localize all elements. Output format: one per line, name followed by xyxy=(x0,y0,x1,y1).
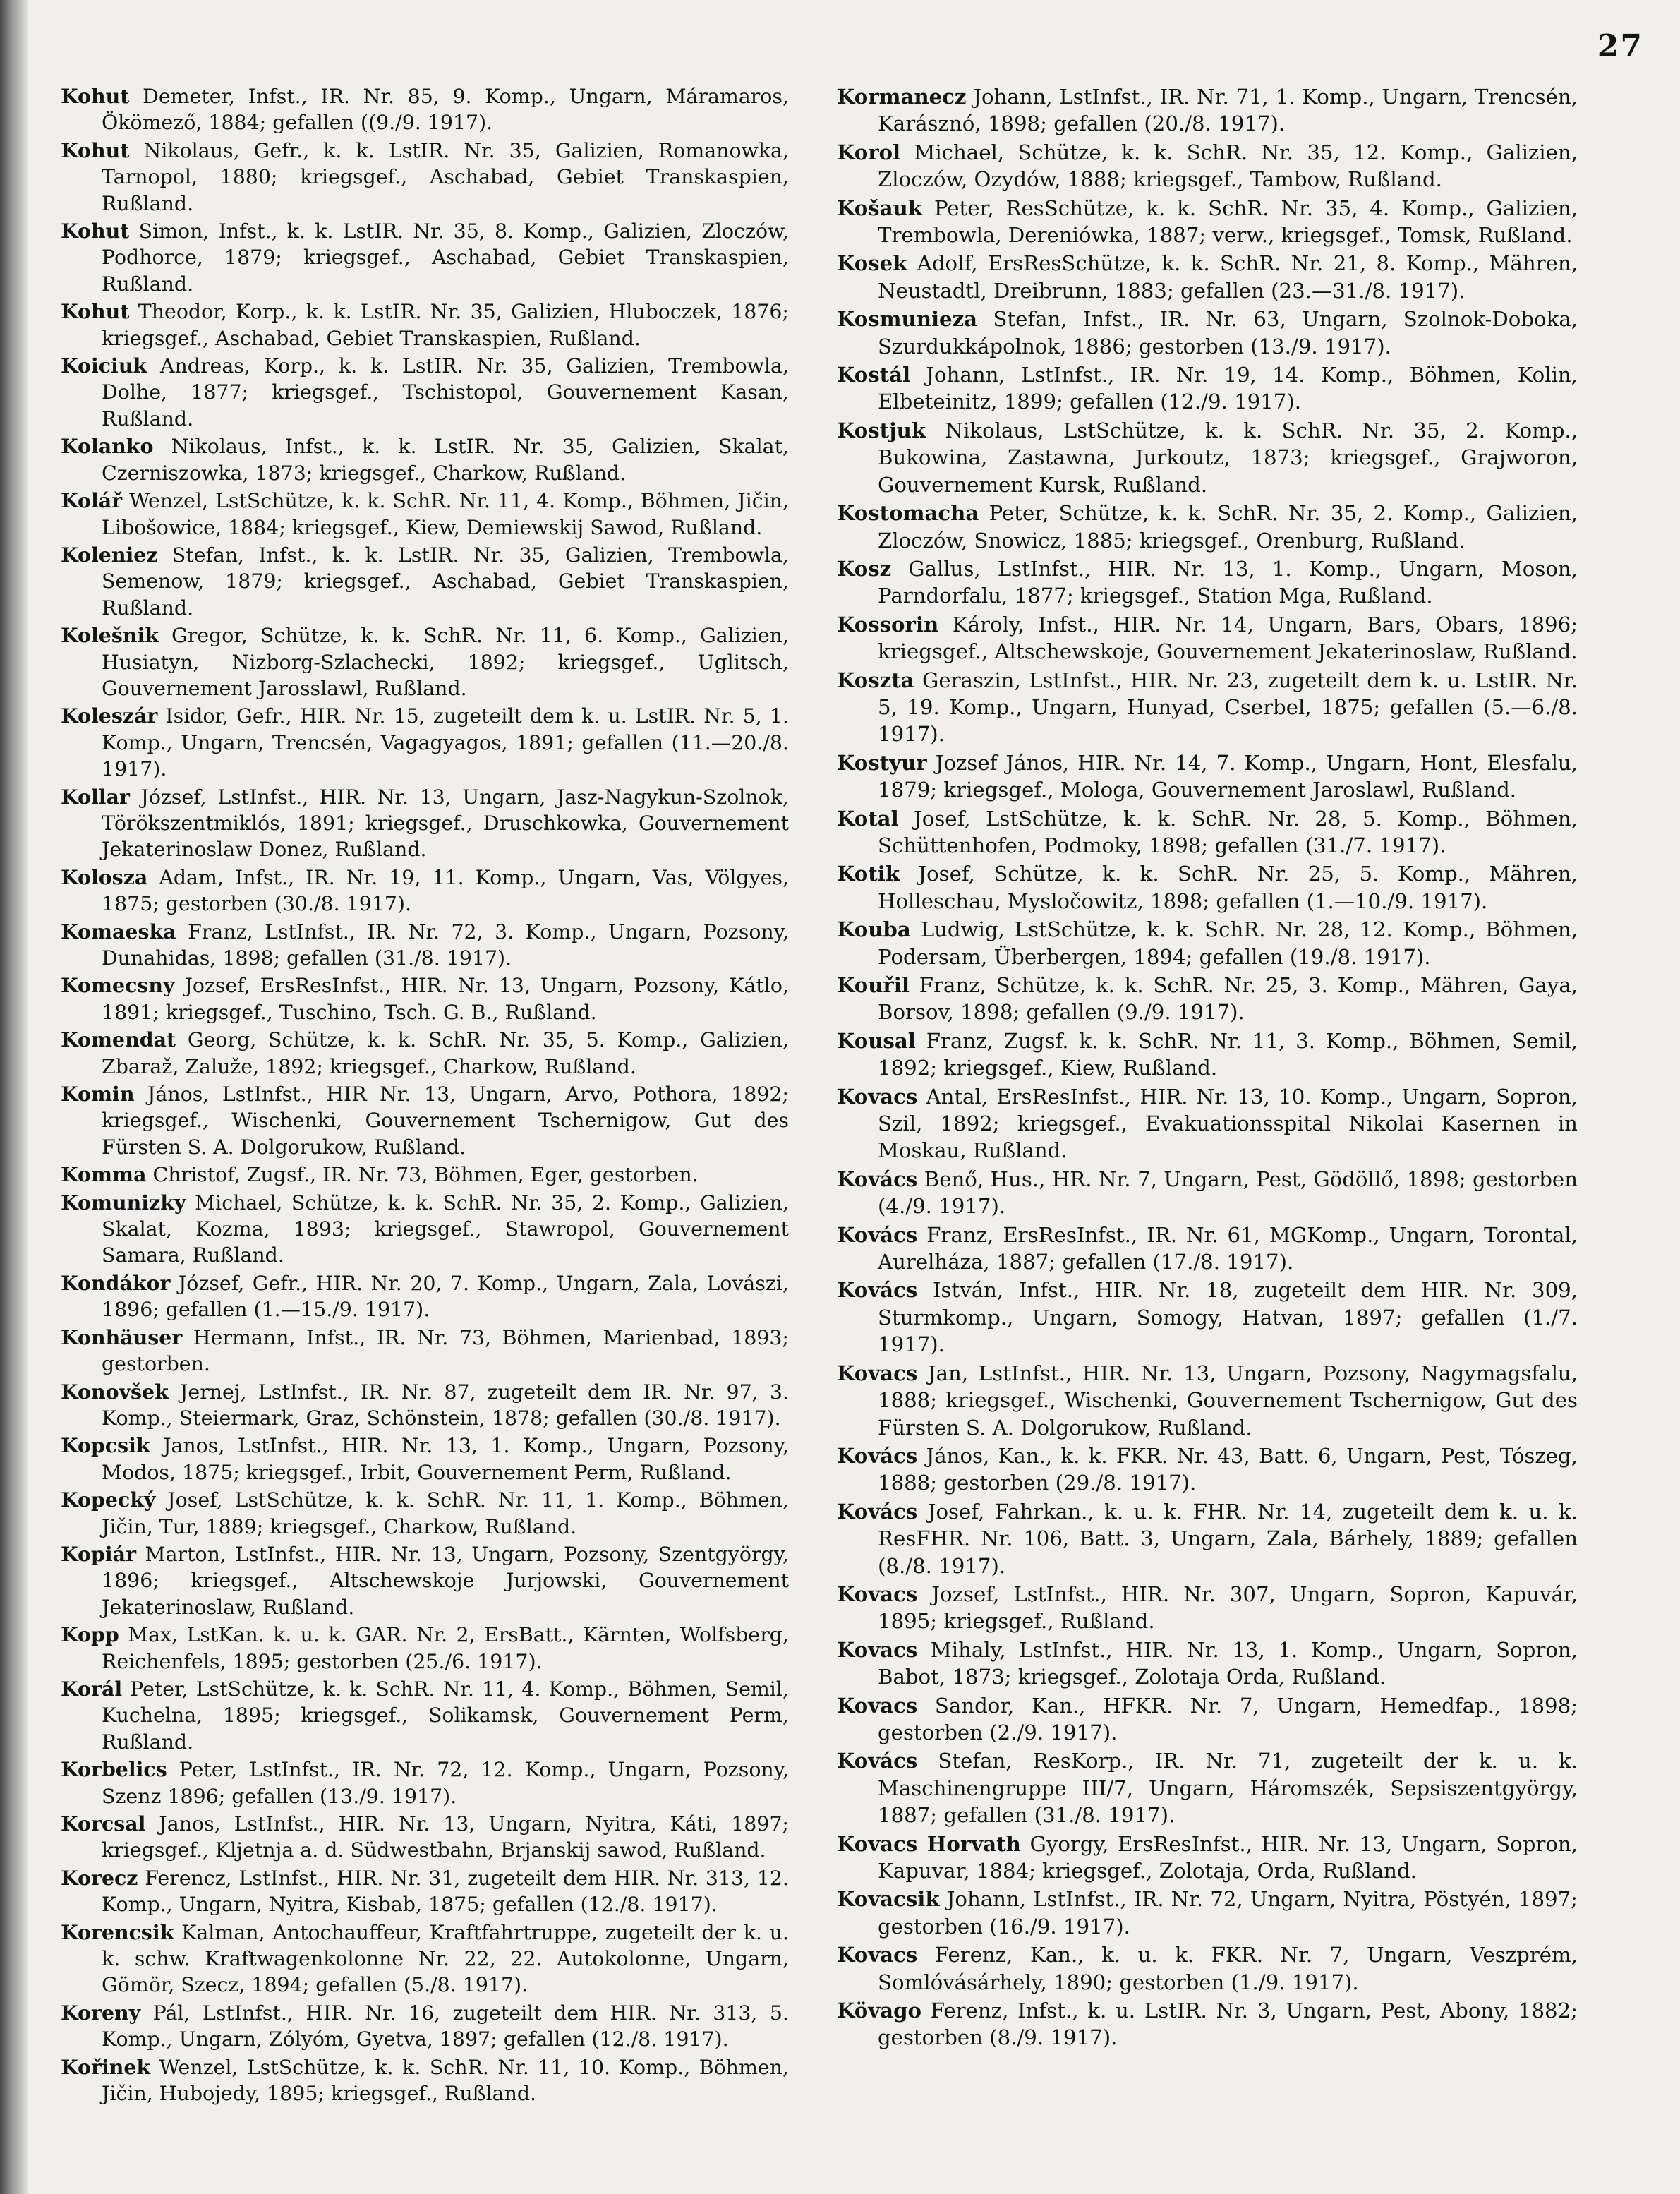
entry-surname: Komunizky xyxy=(61,1190,186,1214)
entry-surname: Kovács xyxy=(837,1499,918,1524)
entry-surname: Kopecký xyxy=(61,1488,156,1512)
casualty-entry xyxy=(61,2000,789,2053)
entry-details: Franz, LstInfst., IR. Nr. 72, 3. Komp., Ungarn, Pozsony, Dunahidas, 1898; gefallen (31./8. 1917). xyxy=(102,920,789,970)
casualty-entry xyxy=(61,919,789,972)
entry-surname: Koleszár xyxy=(61,704,158,728)
casualty-entry xyxy=(61,1676,789,1755)
casualty-entry xyxy=(837,1027,1578,1082)
entry-surname: Kovács xyxy=(837,1222,918,1247)
casualty-entry xyxy=(61,1027,789,1080)
entry-details: Christof, Zugsf., IR. Nr. 73, Böhmen, Eger, gestorben. xyxy=(152,1163,699,1187)
entry-details: Janos, LstInfst., HIR. Nr. 13, Ungarn, Nyitra, Káti, 1897; kriegsgef., Kljetnja a. d. Südwestbahn, Brjanskij sawod, Rußland. xyxy=(102,1812,789,1862)
entry-surname: Kovacs xyxy=(837,1943,918,1967)
entry-details: Johann, LstInfst., IR. Nr. 19, 14. Komp., Böhmen, Kolin, Elbeteinitz, 1899; gefallen (12./9. 1917). xyxy=(878,363,1578,414)
casualty-entry xyxy=(61,1541,789,1620)
entry-details: Peter, LstInfst., IR. Nr. 72, 12. Komp., Ungarn, Pozsony, Szenz 1896; gefallen (13./9. 1917). xyxy=(102,1758,789,1808)
casualty-entry xyxy=(61,703,789,782)
casualty-entry xyxy=(61,1162,789,1188)
entry-surname: Komendat xyxy=(61,1027,176,1052)
casualty-entry xyxy=(837,860,1578,915)
entry-surname: Kohut xyxy=(61,138,130,162)
entry-surname: Kovacs xyxy=(837,1361,918,1385)
entry-surname: Korecz xyxy=(61,1865,138,1890)
casualty-entry xyxy=(61,784,789,863)
casualty-entry xyxy=(837,361,1578,416)
entry-details: Stefan, Infst., IR. Nr. 63, Ungarn, Szolnok-Doboka, Szurdukkápolnok, 1886; gestorben (13./9. 1917). xyxy=(878,307,1578,358)
entry-surname: Korencsik xyxy=(61,1919,174,1944)
casualty-entry xyxy=(61,1865,789,1918)
casualty-entry xyxy=(61,972,789,1025)
casualty-entry xyxy=(837,1498,1578,1579)
casualty-entry xyxy=(837,1941,1578,1996)
entry-surname: Koreny xyxy=(61,2000,141,2025)
entry-details: Pál, LstInfst., HIR. Nr. 16, zugeteilt dem HIR. Nr. 313, 5. Komp., Ungarn, Zólyóm, Gyetva, 1897; gefallen (12./8. 1917). xyxy=(102,2001,790,2051)
entry-details: Josef, Schütze, k. k. SchR. Nr. 25, 5. Komp., Mähren, Holleschau, Mysločowitz, 1898; gefallen (1.—10./9. 1917). xyxy=(878,862,1578,913)
entry-details: Franz, Zugsf. k. k. SchR. Nr. 11, 3. Komp., Böhmen, Semil, 1892; kriegsgef., Kiew, Rußland. xyxy=(878,1028,1578,1080)
casualty-entry xyxy=(837,1083,1578,1164)
entry-details: Gyorgy, ErsResInfst., HIR. Nr. 13, Ungarn, Sopron, Kapuvar, 1884; kriegsgef., Zolotaja, Orda, Rußland. xyxy=(878,1831,1578,1883)
entry-surname: Kormanecz xyxy=(837,85,967,109)
entry-surname: Kovacs xyxy=(837,1581,918,1606)
entry-surname: Kotik xyxy=(837,862,900,886)
casualty-entry xyxy=(837,417,1578,498)
entry-details: Johann, LstInfst., IR. Nr. 72, Ungarn, Nyitra, Pöstyén, 1897; gestorben (16./9. 1917). xyxy=(878,1887,1578,1939)
entry-surname: Kotal xyxy=(837,806,899,831)
casualty-entry xyxy=(61,1379,789,1432)
entry-surname: Kovács xyxy=(837,1167,918,1191)
entry-surname: Kostjuk xyxy=(837,418,926,442)
entry-details: Nikolaus, LstSchütze, k. k. SchR. Nr. 35, 2. Komp., Bukowina, Zastawna, Jurkoutz, 1873; kriegsgef., Grajworon, Gouvernement Kursk, Rußland. xyxy=(878,418,1578,497)
entry-details: Jozsef János, HIR. Nr. 14, 7. Komp., Ungarn, Hont, Elesfalu, 1879; kriegsgef., Mologa, Gouvernement Jaroslawl, Rußland. xyxy=(878,750,1578,802)
casualty-entry xyxy=(61,1190,789,1269)
entry-details: Stefan, Infst., k. k. LstIR. Nr. 35, Galizien, Trembowla, Semenow, 1879; kriegsgef., Aschabad, Gebiet Transkaspien, Rußland. xyxy=(102,543,790,620)
entry-details: Nikolaus, Infst., k. k. LstIR. Nr. 35, Galizien, Skalat, Czerniszowka, 1873; kriegsgef., Charkow, Rußland. xyxy=(102,435,790,485)
entry-details: Michael, Schütze, k. k. SchR. Nr. 35, 12. Komp., Galizien, Zloczów, Ozydów, 1888; kriegsgef., Tambow, Rußland. xyxy=(878,140,1578,192)
entry-surname: Kopp xyxy=(61,1622,119,1647)
entry-surname: Kovács xyxy=(837,1443,918,1468)
casualty-entry xyxy=(837,306,1578,360)
entry-details: Stefan, ResKorp., IR. Nr. 71, zugeteilt der k. u. k. Maschinengruppe III/7, Ungarn, Háromszék, Sepsiszentgyörgy, 1887; gefallen (31./8. 1917). xyxy=(878,1749,1578,1828)
entry-details: Jan, LstInfst., HIR. Nr. 13, Ungarn, Pozsony, Nagymagsfalu, 1888; kriegsgef., Wischenki, Gouvernement Tschernigow, Gut des Fürsten S. A. Dolgorukow, Rußland. xyxy=(878,1361,1578,1440)
entry-details: Benő, Hus., HR. Nr. 7, Ungarn, Pest, Gödöllő, 1898; gestorben (4./9. 1917). xyxy=(878,1167,1578,1219)
casualty-entry xyxy=(61,433,789,486)
entry-surname: Komin xyxy=(61,1082,135,1107)
page-number: 27 xyxy=(1597,28,1643,64)
casualty-entry xyxy=(61,299,789,351)
entry-surname: Kovács xyxy=(837,1278,918,1303)
entry-details: Geraszin, LstInfst., HIR. Nr. 23, zugeteilt dem k. u. LstIR. Nr. 5, 19. Komp., Ungarn, Hunyad, Cserbel, 1875; gefallen (5.—6./8. 1917). xyxy=(878,668,1578,747)
casualty-entry xyxy=(61,2054,789,2107)
right-column xyxy=(837,83,1578,2053)
entry-surname: Korcsal xyxy=(61,1812,146,1836)
entry-surname: Kouřil xyxy=(837,973,910,997)
entry-surname: Kolanko xyxy=(61,434,154,459)
entry-details: Kalman, Antochauffeur, Kraftfahrtruppe, zugeteilt der k. u. k. schw. Kraftwagenkolonne Nr. 22, 22. Autokolonne, Ungarn, Gömör, Szecz, 1894; gefallen (5./8. 1917). xyxy=(102,1920,790,1997)
entry-surname: Kouba xyxy=(837,917,911,942)
casualty-entry xyxy=(61,1622,789,1675)
entry-details: Josef, LstSchütze, k. k. SchR. Nr. 28, 5. Komp., Böhmen, Schüttenhofen, Podmoky, 1898; gefallen (31./7. 1917). xyxy=(878,806,1578,857)
entry-details: Georg, Schütze, k. k. SchR. Nr. 35, 5. Komp., Galizien, Zbaraž, Zaluže, 1892; kriegsgef., Charkow, Rußland. xyxy=(102,1028,789,1078)
entry-surname: Kosek xyxy=(837,251,907,276)
entry-details: János, Kan., k. k. FKR. Nr. 43, Batt. 6, Ungarn, Pest, Tószeg, 1888; gestorben (29./8. 1917). xyxy=(878,1443,1578,1495)
entry-surname: Kovacs xyxy=(837,1693,918,1718)
entry-details: Peter, LstSchütze, k. k. SchR. Nr. 11, 4. Komp., Böhmen, Semil, Kuchelna, 1895; kriegsgef., Solikamsk, Gouvernement Perm, Rußland. xyxy=(102,1677,789,1754)
left-column xyxy=(61,83,789,2108)
entry-details: Ludwig, LstSchütze, k. k. SchR. Nr. 28, 12. Komp., Böhmen, Podersam, Überbergen, 1894; gefallen (19./8. 1917). xyxy=(878,917,1578,969)
entry-surname: Kovacsik xyxy=(837,1887,940,1912)
entry-surname: Kolosza xyxy=(61,864,148,889)
casualty-entry xyxy=(837,1360,1578,1441)
casualty-entry xyxy=(837,611,1578,665)
casualty-entry xyxy=(61,542,789,621)
casualty-entry xyxy=(61,1433,789,1485)
entry-surname: Korbelics xyxy=(61,1757,167,1782)
entry-surname: Kosmunieza xyxy=(837,307,978,332)
entry-surname: Koiciuk xyxy=(61,354,147,378)
entry-details: Franz, ErsResInfst., IR. Nr. 61, MGKomp., Ungarn, Torontal, Aurelháza, 1887; gefallen (17./8. 1917). xyxy=(878,1222,1578,1274)
entry-surname: Kohut xyxy=(61,219,130,243)
entry-details: Antal, ErsResInfst., HIR. Nr. 13, 10. Komp., Ungarn, Sopron, Szil, 1892; kriegsgef., Evakuationsspital Nikolai Kasernen in Moskau, Rußland. xyxy=(878,1084,1578,1163)
casualty-entry xyxy=(837,1277,1578,1358)
entry-details: Max, LstKan. k. u. k. GAR. Nr. 2, ErsBatt., Kärnten, Wolfsberg, Reichenfels, 1895; gestorben (25./6. 1917). xyxy=(102,1623,789,1673)
entry-surname: Kohut xyxy=(61,84,130,108)
casualty-entry xyxy=(837,1692,1578,1747)
entry-surname: Kollar xyxy=(61,784,130,809)
entry-details: Andreas, Korp., k. k. LstIR. Nr. 35, Galizien, Trembowla, Dolhe, 1877; kriegsgef., Tschistopol, Gouvernement Kasan, Rußland. xyxy=(102,354,789,430)
entry-details: Hermann, Infst., IR. Nr. 73, Böhmen, Marienbad, 1893; gestorben. xyxy=(102,1325,789,1376)
casualty-entry xyxy=(61,622,789,701)
entry-details: Demeter, Infst., IR. Nr. 85, 9. Komp., Ungarn, Máramaros, Ökömező, 1884; gefallen ((9./9. 1917). xyxy=(102,85,789,135)
casualty-entry xyxy=(61,1325,789,1378)
casualty-entry xyxy=(61,353,789,432)
entry-surname: Korál xyxy=(61,1676,123,1701)
casualty-entry xyxy=(837,195,1578,249)
entry-surname: Kövago xyxy=(837,1999,921,2023)
entry-surname: Kopcsik xyxy=(61,1433,150,1458)
casualty-entry xyxy=(61,864,789,917)
entry-details: Peter, Schütze, k. k. SchR. Nr. 35, 2. Komp., Galizien, Zloczów, Snowicz, 1885; kriegsgef., Orenburg, Rußland. xyxy=(878,501,1578,553)
casualty-entry xyxy=(837,1886,1578,1940)
entry-surname: Kolešnik xyxy=(61,623,159,648)
entry-surname: Kovács xyxy=(837,1749,918,1773)
entry-surname: Koleniez xyxy=(61,542,158,567)
entry-surname: Kostyur xyxy=(837,750,927,775)
casualty-entry xyxy=(837,667,1578,748)
entry-surname: Košauk xyxy=(837,195,922,220)
casualty-entry xyxy=(61,1756,789,1809)
entry-details: Josef, LstSchütze, k. k. SchR. Nr. 11, 1. Komp., Böhmen, Jičin, Tur, 1889; kriegsgef., Charkow, Rußland. xyxy=(102,1488,789,1538)
entry-details: József, Gefr., HIR. Nr. 20, 7. Komp., Ungarn, Zala, Lovászi, 1896; gefallen (1.—15./9. 1917). xyxy=(102,1271,789,1322)
casualty-entry xyxy=(837,916,1578,970)
casualty-entry xyxy=(837,1637,1578,1691)
entry-surname: Kovacs xyxy=(837,1637,918,1662)
entry-details: Sandor, Kan., HFKR. Nr. 7, Ungarn, Hemedfap., 1898; gestorben (2./9. 1917). xyxy=(878,1693,1578,1744)
entry-details: Johann, LstInfst., IR. Nr. 71, 1. Komp., Ungarn, Trencsén, Karásznó, 1898; gefallen (20./8. 1917). xyxy=(878,85,1578,136)
entry-details: Michael, Schütze, k. k. SchR. Nr. 35, 2. Komp., Galizien, Skalat, Kozma, 1893; kriegsgef., Stawropol, Gouvernement Samara, Rußland. xyxy=(102,1191,789,1267)
casualty-entry xyxy=(837,1442,1578,1497)
casualty-entry xyxy=(61,1811,789,1864)
entry-surname: Kopiár xyxy=(61,1541,136,1566)
entry-details: Adolf, ErsResSchütze, k. k. SchR. Nr. 21, 8. Komp., Mähren, Neustadtl, Dreibrunn, 1883; gefallen (23.—31./8. 1917). xyxy=(878,251,1578,303)
casualty-entry xyxy=(61,1919,789,1999)
entry-surname: Kolář xyxy=(61,488,123,513)
casualty-entry xyxy=(837,805,1578,860)
entry-details: Josef, Fahrkan., k. u. k. FHR. Nr. 14, zugeteilt dem k. u. k. ResFHR. Nr. 106, Batt. 3, Ungarn, Zala, Bárhely, 1889; gefallen (8./8. 1917). xyxy=(878,1499,1578,1578)
entry-details: Marton, LstInfst., HIR. Nr. 13, Ungarn, Pozsony, Szentgyörgy, 1896; kriegsgef., Altschewskoje Jurjowski, Gouvernement Jekaterinoslaw, Rußland. xyxy=(102,1542,789,1619)
entry-surname: Konhäuser xyxy=(61,1325,183,1349)
casualty-entry xyxy=(61,1487,789,1540)
entry-surname: Kohut xyxy=(61,299,130,324)
entry-surname: Kostomacha xyxy=(837,501,979,526)
entry-details: József, LstInfst., HIR. Nr. 13, Ungarn, Jasz-Nagykun-Szolnok, Törökszentmiklós, 1891; kriegsgef., Druschkowka, Gouvernement Jekaterinoslaw Donez, Rußland. xyxy=(102,785,789,862)
entry-surname: Kovacs xyxy=(837,1084,918,1109)
entry-details: Franz, Schütze, k. k. SchR. Nr. 25, 3. Komp., Mähren, Gaya, Borsov, 1898; gefallen (9./9. 1917). xyxy=(878,973,1578,1025)
entry-details: Jernej, LstInfst., IR. Nr. 87, zugeteilt dem IR. Nr. 97, 3. Komp., Steiermark, Graz, Schönstein, 1878; gefallen (30./8. 1917). xyxy=(102,1380,789,1430)
entry-details: István, Infst., HIR. Nr. 18, zugeteilt dem HIR. Nr. 309, Sturmkomp., Ungarn, Somogy, Hatvan, 1897; gefallen (1./7. 1917). xyxy=(878,1278,1578,1357)
casualty-entry xyxy=(837,1222,1578,1276)
entry-surname: Komma xyxy=(61,1162,147,1187)
entry-surname: Koszta xyxy=(837,668,914,692)
entry-surname: Kosz xyxy=(837,556,892,581)
entry-surname: Kostál xyxy=(837,363,911,387)
casualty-entry xyxy=(61,138,789,217)
entry-surname: Kousal xyxy=(837,1028,916,1053)
casualty-entry xyxy=(61,1081,789,1160)
entry-details: Ferencz, LstInfst., HIR. Nr. 31, zugeteilt dem HIR. Nr. 313, 12. Komp., Ungarn, Nyitra, Kisbab, 1875; gefallen (12./8. 1917). xyxy=(102,1866,789,1917)
casualty-entry xyxy=(837,1581,1578,1635)
entry-details: Gregor, Schütze, k. k. SchR. Nr. 11, 6. Komp., Galizien, Husiatyn, Nizborg-Szlachecki, 1892; kriegsgef., Uglitsch, Gouvernement Jarosslawl, Rußland. xyxy=(102,624,789,700)
entry-surname: Kondákor xyxy=(61,1270,171,1295)
entry-surname: Kořinek xyxy=(61,2054,151,2079)
casualty-entry xyxy=(837,1997,1578,2051)
casualty-entry xyxy=(61,1270,789,1323)
entry-details: Adam, Infst., IR. Nr. 19, 11. Komp., Ungarn, Vas, Völgyes, 1875; gestorben (30./8. 1917). xyxy=(102,865,789,916)
entry-details: Janos, LstInfst., HIR. Nr. 13, 1. Komp., Ungarn, Pozsony, Modos, 1875; kriegsgef., Irbit, Gouvernement Perm, Rußland. xyxy=(102,1434,790,1484)
entry-details: Ferenz, Infst., k. u. LstIR. Nr. 3, Ungarn, Pest, Abony, 1882; gestorben (8./9. 1917). xyxy=(878,1999,1578,2050)
entry-details: Simon, Infst., k. k. LstIR. Nr. 35, 8. Komp., Galizien, Zloczów, Podhorce, 1879; kriegsgef., Aschabad, Gebiet Transkaspien, Rußland. xyxy=(102,219,789,296)
entry-surname: Komaeska xyxy=(61,919,176,944)
casualty-entry xyxy=(837,250,1578,304)
entry-details: Theodor, Korp., k. k. LstIR. Nr. 35, Galizien, Hluboczek, 1876; kriegsgef., Aschabad, Gebiet Transkaspien, Rußland. xyxy=(102,300,789,350)
casualty-entry xyxy=(837,83,1578,138)
entry-details: Wenzel, LstSchütze, k. k. SchR. Nr. 11, 4. Komp., Böhmen, Jičin, Libošowice, 1884; kriegsgef., Kiew, Demiewskij Sawod, Rußland. xyxy=(102,489,789,539)
casualty-entry xyxy=(837,749,1578,804)
entry-details: Peter, ResSchütze, k. k. SchR. Nr. 35, 4. Komp., Galizien, Trembowla, Dereniówka, 1887; verw., kriegsgef., Tomsk, Rußland. xyxy=(878,195,1578,248)
casualty-entry xyxy=(837,1166,1578,1220)
casualty-entry xyxy=(837,500,1578,554)
entry-details: Jozsef, LstInfst., HIR. Nr. 307, Ungarn, Sopron, Kapuvár, 1895; kriegsgef., Rußland. xyxy=(878,1581,1578,1634)
page-binding-edge xyxy=(0,0,28,2194)
casualty-entry xyxy=(61,218,789,297)
entry-details: Isidor, Gefr., HIR. Nr. 15, zugeteilt dem k. u. LstIR. Nr. 5, 1. Komp., Ungarn, Trencsén, Vagagyagos, 1891; gefallen (11.—20./8. 1917). xyxy=(102,704,789,781)
casualty-entry xyxy=(837,972,1578,1026)
entry-surname: Kovacs Horvath xyxy=(837,1831,1021,1856)
casualty-entry xyxy=(837,1747,1578,1828)
entry-surname: Komecsny xyxy=(61,973,175,998)
entry-details: Ferenz, Kan., k. u. k. FKR. Nr. 7, Ungarn, Veszprém, Somlóvásárhely, 1890; gestorben (1./9. 1917). xyxy=(878,1943,1578,1994)
casualty-entry xyxy=(837,1831,1578,1885)
entry-surname: Konovšek xyxy=(61,1379,169,1404)
entry-details: Károly, Infst., HIR. Nr. 14, Ungarn, Bars, Obars, 1896; kriegsgef., Altschewskoje, Gouvernement Jekaterinoslaw, Rußland. xyxy=(878,612,1578,664)
casualty-entry xyxy=(61,83,789,136)
entry-surname: Korol xyxy=(837,140,901,164)
entry-details: Jozsef, ErsResInfst., HIR. Nr. 13, Ungarn, Pozsony, Kátlo, 1891; kriegsgef., Tuschino, Tsch. G. B., Rußland. xyxy=(102,974,789,1024)
casualty-entry xyxy=(837,139,1578,193)
casualty-entry xyxy=(61,488,789,541)
casualty-entry xyxy=(837,555,1578,610)
entry-details: Gallus, LstInfst., HIR. Nr. 13, 1. Komp., Ungarn, Moson, Parndorfalu, 1877; kriegsgef., Station Mga, Rußland. xyxy=(878,556,1578,608)
entry-details: János, LstInfst., HIR Nr. 13, Ungarn, Arvo, Pothora, 1892; kriegsgef., Wischenki, Gouvernement Tschernigow, Gut des Fürsten S. A. Dolgorukow, Rußland. xyxy=(102,1083,789,1159)
entry-details: Wenzel, LstSchütze, k. k. SchR. Nr. 11, 10. Komp., Böhmen, Jičin, Hubojedy, 1895; kriegsgef., Rußland. xyxy=(102,2055,790,2106)
entry-details: Mihaly, LstInfst., HIR. Nr. 13, 1. Komp., Ungarn, Sopron, Babot, 1873; kriegsgef., Zolotaja Orda, Rußland. xyxy=(878,1637,1578,1689)
entry-surname: Kossorin xyxy=(837,612,939,637)
entry-details: Nikolaus, Gefr., k. k. LstIR. Nr. 35, Galizien, Romanowka, Tarnopol, 1880; kriegsgef., Aschabad, Gebiet Transkaspien, Rußland. xyxy=(102,138,789,215)
